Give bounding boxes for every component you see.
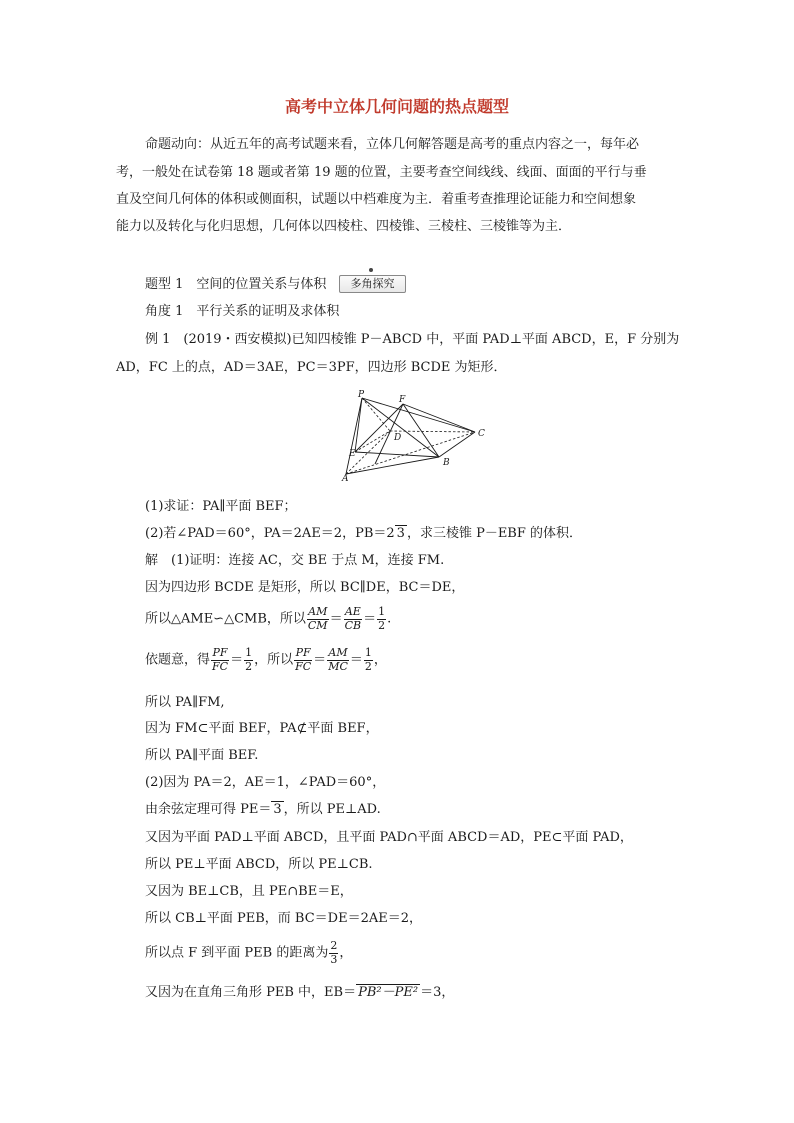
solution-line-9: 由余弦定理可得 PE＝ 3 ，所以 PE⊥AD.	[145, 802, 381, 817]
intro-line-2: 考，一般处在试卷第 18 题或者第 19 题的位置，主要考查空间线线、线面、面面的平行与垂	[116, 165, 647, 180]
intro-line-1: 命题动向：从近五年的高考试题来看，立体几何解答题是高考的重点内容之一，每年必	[145, 137, 640, 152]
label-f: F	[399, 395, 406, 405]
solution-line-15: 又因为在直角三角形 PEB 中，EB＝ PB²－PE² ＝3，	[145, 985, 455, 1000]
solution-line-1: 解 (1)证明：连接 AC，交 BE 于点 M，连接 FM.	[145, 553, 445, 568]
multi-angle-badge[interactable]: 多角探究	[339, 275, 406, 293]
label-b: B	[443, 458, 450, 468]
question-1: (1)求证：PA∥平面 BEF；	[145, 499, 297, 514]
solution-line-3: 所以△AME∽△CMB，所以 $\frac{AM}{CM}$ ＝ $\frac{AE}{CB}$ ＝ $\frac{1}{2}$ .	[145, 605, 392, 632]
solution-line-14: 所以点 F 到平面 PEB 的距离为 $\frac{2}{3}$ ，	[145, 939, 353, 966]
example-line-2: AD，FC 上的点，AD＝3AE，PC＝3PF，四边形 BCDE 为矩形．	[116, 360, 507, 375]
label-p: P	[358, 390, 365, 400]
label-c: C	[478, 429, 485, 439]
solution-line-7: 所以 PA∥平面 BEF.	[145, 748, 259, 763]
label-a: A	[342, 474, 349, 483]
intro-line-4: 能力以及转化与化归思想，几何体以四棱柱、四棱锥、三棱柱、三棱锥等为主．	[116, 219, 572, 234]
solution-line-5: 所以 PA∥FM,	[145, 695, 225, 710]
solution-line-2: 因为四边形 BCDE 是矩形，所以 BC∥DE，BC＝DE，	[145, 580, 465, 595]
solution-line-6: 因为 FM⊂平面 BEF，PA⊄平面 BEF，	[145, 721, 379, 736]
solution-line-13: 所以 CB⊥平面 PEB，而 BC＝DE＝2AE＝2，	[145, 911, 422, 926]
solution-line-4: 依题意，得 $\frac{PF}{FC}$ ＝ $\frac{1}{2}$ ，所以 $\frac{PF}{FC}$ ＝ $\frac{AM}{MC}$ ＝ $\frac{1}{2}$ ，	[145, 646, 387, 673]
question-2: (2)若∠PAD＝60°，PA＝2AE＝2，PB＝2 3 ，求三棱锥 P－EBF 的体积．	[145, 526, 583, 541]
solution-line-8: (2)因为 PA＝2，AE＝1，∠PAD＝60°，	[145, 775, 386, 790]
page-title: 高考中立体几何问题的热点题型	[284, 97, 509, 116]
label-d: D	[394, 433, 402, 443]
intro-line-3: 直及空间几何体的体积或侧面积，试题以中档难度为主．着重考查推理论证能力和空间想象	[116, 192, 637, 207]
badge-dot	[369, 268, 373, 272]
pyramid-figure	[340, 388, 490, 483]
solution-line-10: 又因为平面 PAD⊥平面 ABCD，且平面 PAD∩平面 ABCD＝AD，PE⊂平面 PAD，	[145, 830, 633, 845]
solution-line-11: 所以 PE⊥平面 ABCD，所以 PE⊥CB.	[145, 857, 373, 872]
angle-heading: 角度 1 平行关系的证明及求体积	[145, 304, 340, 319]
example-line-1: 例 1 (2019・西安模拟)已知四棱锥 P－ABCD 中，平面 PAD⊥平面 ABCD，E，F 分别为	[145, 332, 680, 347]
solution-line-12: 又因为 BE⊥CB，且 PE∩BE＝E，	[145, 884, 353, 899]
label-e: E	[349, 449, 356, 459]
topic-heading: 题型 1 空间的位置关系与体积	[145, 277, 327, 292]
